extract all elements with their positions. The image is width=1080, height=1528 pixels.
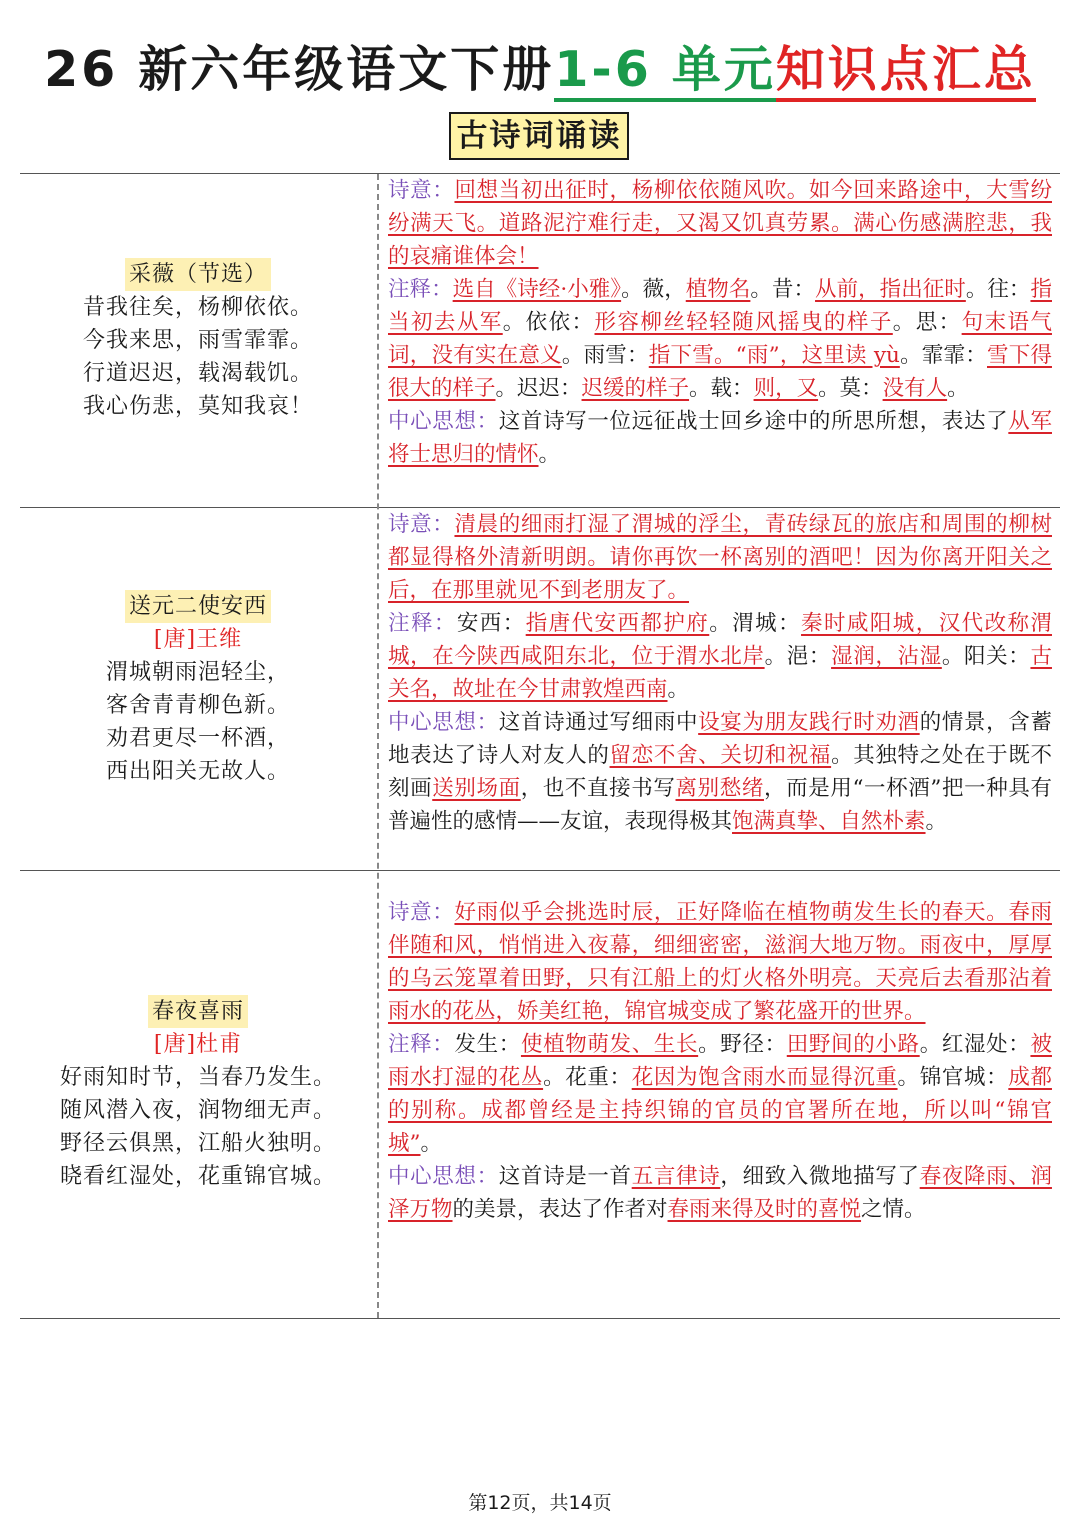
- note-definition: 田野间的小路: [786, 1032, 920, 1057]
- column-divider: [377, 174, 379, 1318]
- theme-highlight: 设宴为朋友践行时劝酒: [698, 710, 920, 735]
- theme-highlight: 留恋不舍、关切和祝福: [609, 743, 832, 768]
- notes-label: 注释：: [388, 1032, 455, 1057]
- note-definition: 迟缓的样子: [581, 376, 690, 401]
- note-term: 。锦官城：: [897, 1065, 1009, 1090]
- poem-line: 渭城朝雨浥轻尘，: [105, 660, 290, 685]
- note-term: 。雨雪：: [561, 343, 649, 368]
- theme-block: [388, 1160, 1052, 1226]
- note-term: 。浥：: [764, 644, 832, 669]
- row-divider: [20, 1318, 1060, 1319]
- theme-segment: 这首诗通过写细雨中: [498, 710, 699, 735]
- poem-line: 西出阳关无故人。: [105, 759, 290, 784]
- note-definition: 从前，指出征时: [815, 277, 966, 302]
- note-term: 。往：: [965, 277, 1031, 302]
- note-term: 。莫：: [818, 376, 883, 401]
- meaning-label: 诗意：: [388, 512, 455, 537]
- poem-3-notes: [388, 896, 1052, 1226]
- page-title: [0, 30, 1080, 110]
- note-definition: 成都的别称。成都曾经是主持织锦的官员的官署所在地，所以叫“锦官城”: [388, 1065, 1052, 1156]
- note-term: 发生：: [454, 1032, 521, 1057]
- notes-block: [388, 1028, 1052, 1160]
- note-end: 。: [420, 1131, 443, 1156]
- meaning-block: [388, 508, 1052, 607]
- poem-line: 劝君更尽一杯酒，: [105, 726, 290, 751]
- poem-line: 昔我往矣，杨柳依依。: [82, 295, 313, 320]
- poem-1-text: [22, 258, 374, 423]
- theme-label: 中心思想：: [388, 1164, 499, 1189]
- note-end: 。: [947, 376, 969, 401]
- theme-segment: 之情。: [861, 1197, 926, 1222]
- theme-segment: 。: [538, 442, 561, 467]
- section-badge: 古诗词诵读: [449, 112, 629, 160]
- page-footer: 第12页，共14页: [468, 1492, 612, 1514]
- note-definition: 形容柳丝轻轻随风摇曳的样子: [594, 310, 893, 335]
- notes-label: 注释：: [388, 611, 457, 636]
- meaning-block: [388, 896, 1052, 1028]
- poem-title: 采薇（节选）: [125, 258, 271, 291]
- note-definition: 湿润，沾湿: [831, 644, 942, 669]
- theme-highlight: 饱满真挚、自然朴素: [732, 809, 926, 834]
- theme-segment: 这首诗写一位远征战士回乡途中的所思所想，表达了: [498, 409, 1009, 434]
- poem-3-text: [22, 995, 374, 1193]
- theme-highlight: 春雨来得及时的喜悦: [667, 1197, 862, 1222]
- theme-highlight: 五言律诗: [631, 1164, 721, 1189]
- note-definition: 句末语气词，没有实在意义: [388, 310, 1052, 368]
- note-term: 。渭城：: [709, 611, 802, 636]
- theme-highlight: 春夜降雨、润泽万物: [388, 1164, 1052, 1222]
- notes-label: 注释：: [388, 277, 453, 302]
- theme-segment: ，细致入微地描写了: [720, 1164, 920, 1189]
- note-definition: 古关名，故址在今甘肃敦煌西南: [388, 644, 1052, 702]
- note-term: 。阳关：: [941, 644, 1031, 669]
- note-term: 。思：: [892, 310, 962, 335]
- poem-line: 随风潜入夜，润物细无声。: [59, 1098, 336, 1123]
- theme-highlight: 从军将士思归的情怀: [388, 409, 1052, 467]
- poem-line: 行道迟迟，载渴载饥。: [82, 361, 313, 386]
- poem-line: 今我来思，雨雪霏霏。: [82, 328, 313, 353]
- note-definition: 花因为饱含雨水而显得沉重: [631, 1065, 898, 1090]
- meaning-text: 好雨似乎会挑选时辰，正好降临在植物萌发生长的春天。春雨伴随和风，悄悄进入夜幕，细细密密，滋润大地万物。雨夜中，厚厚的乌云笼罩着田野，只有江船上的灯火格外明亮。天亮后去看那沾着雨水的花丛，娇美红艳，锦官城变成了繁花盛开的世界。: [388, 900, 1052, 1024]
- note-end: 。: [667, 677, 690, 702]
- note-term: 。薇，: [621, 277, 686, 302]
- note-term: 。野径：: [698, 1032, 787, 1057]
- meaning-text: 清晨的细雨打湿了渭城的浮尘，青砖绿瓦的旅店和周围的柳树都显得格外清新明朗。请你再饮一杯离别的酒吧！因为你离开阳关之后，在那里就见不到老朋友了。: [388, 512, 1052, 603]
- theme-block: [388, 706, 1052, 838]
- note-definition: 秦时咸阳城，汉代改称渭城，在今陕西咸阳东北，位于渭水北岸: [388, 611, 1052, 669]
- note-definition: 雪下得很大的样子: [388, 343, 1052, 401]
- meaning-text: 回想当初出征时，杨柳依依随风吹。如今回来路途中，大雪纷纷满天飞。道路泥泞难行走，又渴又饥真劳累。满心伤感满腔悲，我的哀痛谁体会！: [388, 178, 1052, 269]
- notes-list: [388, 277, 1052, 401]
- poem-line: 我心伤悲，莫知我哀！: [82, 394, 313, 419]
- note-term: 安西：: [456, 611, 526, 636]
- poem-line: 客舍青青柳色新。: [105, 693, 290, 718]
- poem-line: 晓看红湿处，花重锦官城。: [59, 1164, 336, 1189]
- note-term: 。依依：: [502, 310, 595, 335]
- poem-2-text: [22, 590, 374, 788]
- note-term: 。载：: [689, 376, 754, 401]
- theme-highlight: 送别场面: [432, 776, 521, 801]
- notes-list: [388, 611, 1052, 702]
- theme-segment: 。其独特之处在于既不刻画: [388, 743, 1052, 801]
- note-definition: 指唐代安西都护府: [525, 611, 710, 636]
- note-definition: 选自《诗经·小雅》: [452, 277, 622, 302]
- row-divider: [20, 870, 1060, 871]
- theme-segment: 的情景，含蓄地表达了诗人对友人的: [388, 710, 1052, 768]
- poem-1-notes: [388, 174, 1052, 471]
- meaning-block: [388, 174, 1052, 273]
- theme-label: 中心思想：: [388, 710, 499, 735]
- title-green: 1-6 单元: [554, 41, 776, 102]
- note-definition: 使植物萌发、生长: [520, 1032, 699, 1057]
- theme-label: 中心思想：: [388, 409, 499, 434]
- meaning-label: 诗意：: [388, 178, 455, 203]
- poem-author: [唐]杜甫: [153, 1032, 243, 1057]
- notes-block: [388, 273, 1052, 405]
- theme-segment: 的美景，表达了作者对: [452, 1197, 668, 1222]
- title-black: 26 新六年级语文下册: [44, 41, 555, 98]
- note-definition: 植物名: [685, 277, 751, 302]
- note-term: 。霏霏：: [899, 343, 987, 368]
- poem-line: 好雨知时节，当春乃发生。: [59, 1065, 336, 1090]
- poem-2-notes: [388, 508, 1052, 838]
- theme-highlight: 离别愁绪: [675, 776, 764, 801]
- note-term: 。红湿处：: [919, 1032, 1031, 1057]
- note-definition: 指下雪。“雨”，这里读 yù: [648, 343, 900, 368]
- note-term: 。昔：: [750, 277, 816, 302]
- title-red: 知识点汇总: [776, 41, 1036, 102]
- note-definition: 指当初去从军: [388, 277, 1052, 335]
- theme-block: [388, 405, 1052, 471]
- note-definition: 则，又: [753, 376, 819, 401]
- theme-segment: ，而是用“一杯酒”把一种具有普遍性的感情——友谊，表现得极其: [388, 776, 1052, 834]
- meaning-label: 诗意：: [388, 900, 455, 925]
- note-term: 。花重：: [543, 1065, 632, 1090]
- note-definition: 没有人: [882, 376, 948, 401]
- poem-author: [唐]王维: [153, 627, 243, 652]
- note-definition: 被雨水打湿的花丛: [388, 1032, 1052, 1090]
- poem-line: 野径云俱黑，江船火独明。: [59, 1131, 336, 1156]
- poem-title: 春夜喜雨: [148, 995, 248, 1028]
- notes-block: [388, 607, 1052, 706]
- notes-list: [388, 1032, 1052, 1156]
- theme-segment: ，也不直接书写: [520, 776, 676, 801]
- theme-segment: 。: [925, 809, 948, 834]
- theme-segment: 这首诗是一首: [498, 1164, 632, 1189]
- poem-title: 送元二使安西: [125, 590, 271, 623]
- note-term: 。迟迟：: [495, 376, 582, 401]
